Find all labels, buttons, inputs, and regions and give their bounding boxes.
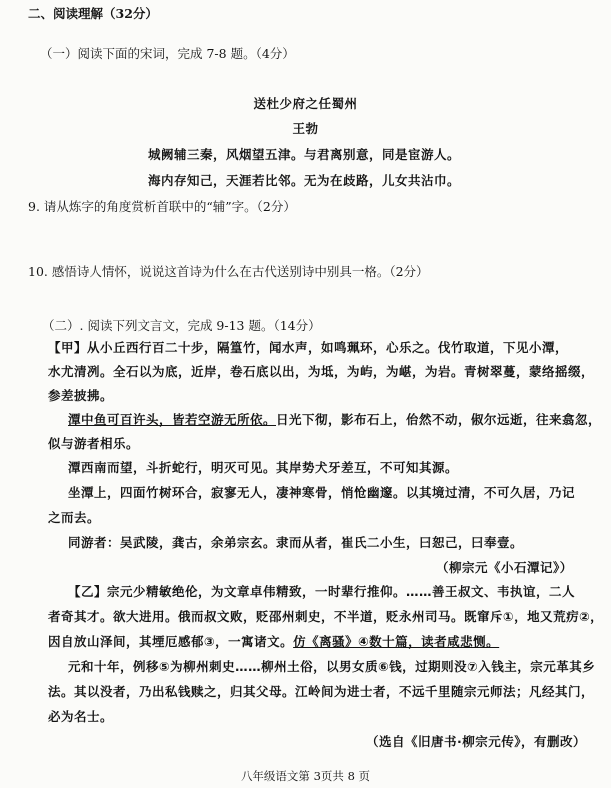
jia-source: （柳宗元《小石潭记》） — [436, 560, 573, 575]
poem-line-2: 海内存知己，天涯若比邻。无为在歧路，儿女共沾巾。 — [148, 173, 461, 188]
jia-para-4-line-1: 坐潭上，四面竹树环合，寂寥无人，凄神寒骨，悄怆幽邃。以其境过清，不可久居，乃记 — [68, 485, 576, 500]
part1-heading: （一）阅读下面的宋词，完成 7-8 题。（4分） — [40, 46, 295, 61]
jia-line-3: 参差披拂。 — [48, 388, 114, 403]
jia-para-2-rest: 日光下彻，影布石上，佁然不动，俶尔远逝，往来翕忽， — [276, 412, 602, 427]
yi-line-5: 法。其以没者，乃出私钱赎之，归其父母。江岭间为进士者，不远千里随宗元师法；凡经其门， — [48, 684, 595, 699]
jia-line-1: 【甲】从小丘西行百二十步，隔篁竹，闻水声，如鸣珮环，心乐之。伐竹取道，下见小潭， — [48, 340, 569, 355]
yi-line-1: 【乙】宗元少精敏绝伦，为文章卓伟精致，一时辈行推仰。……善王叔文、韦执谊，二人 — [68, 584, 576, 599]
jia-para-3: 潭西南而望，斗折蛇行，明灭可见。其岸势犬牙差互，不可知其源。 — [68, 460, 459, 475]
yi-underlined-sentence: 仿《离骚》④数十篇，读者咸悲恻。 — [293, 634, 500, 649]
yi-line-6: 必为名士。 — [48, 709, 114, 724]
poem-author: 王勃 — [292, 121, 319, 136]
yi-line-3 — [48, 634, 499, 650]
jia-para-5: 同游者：吴武陵，龚古，余弟宗玄。隶而从者，崔氏二小生，曰恕己，曰奉壹。 — [68, 535, 524, 550]
yi-line-2: 者奇其才。欲大进用。俄而叔文败，贬邵州刺史，不半道，贬永州司马。既窜斥①，地又荒疠②， — [48, 609, 604, 624]
jia-line-2: 水尤清冽。全石以为底，近岸，卷石底以出，为坻，为屿，为嵁，为岩。青树翠蔓，蒙络摇缀， — [48, 364, 595, 379]
yi-source: （选自《旧唐书·柳宗元传》，有删改） — [366, 734, 586, 749]
poem-line-1: 城阙辅三秦，风烟望五津。与君离别意，同是宦游人。 — [148, 147, 461, 162]
question-9: 9. 请从炼字的角度赏析首联中的“辅”字。（2分） — [28, 199, 296, 214]
underlined-sentence: 潭中鱼可百许头，皆若空游无所依。 — [68, 412, 277, 427]
section-title: 二、阅读理解（32分） — [28, 6, 158, 21]
jia-para-2-line-2: 似与游者相乐。 — [48, 436, 140, 451]
yi-line-3-text: 因自放山泽间，其堙厄感郁③，一寓诸文。 — [48, 634, 294, 649]
page-footer: 八年级语文第 3页共 8 页 — [240, 769, 371, 783]
part2-heading: （二）. 阅读下列文言文，完成 9-13 题。（14分） — [42, 318, 321, 333]
yi-line-4: 元和十年，例移⑤为柳州刺史……柳州土俗，以男女质⑥钱，过期则没⑦入钱主，宗元革其乡 — [68, 659, 596, 674]
question-10: 10. 感悟诗人情怀，说说这首诗为什么在古代送别诗中别具一格。（2分） — [28, 264, 429, 279]
jia-para-2 — [68, 412, 601, 428]
poem-title: 送杜少府之任蜀州 — [253, 96, 358, 111]
jia-para-4-line-2: 之而去。 — [48, 510, 101, 525]
